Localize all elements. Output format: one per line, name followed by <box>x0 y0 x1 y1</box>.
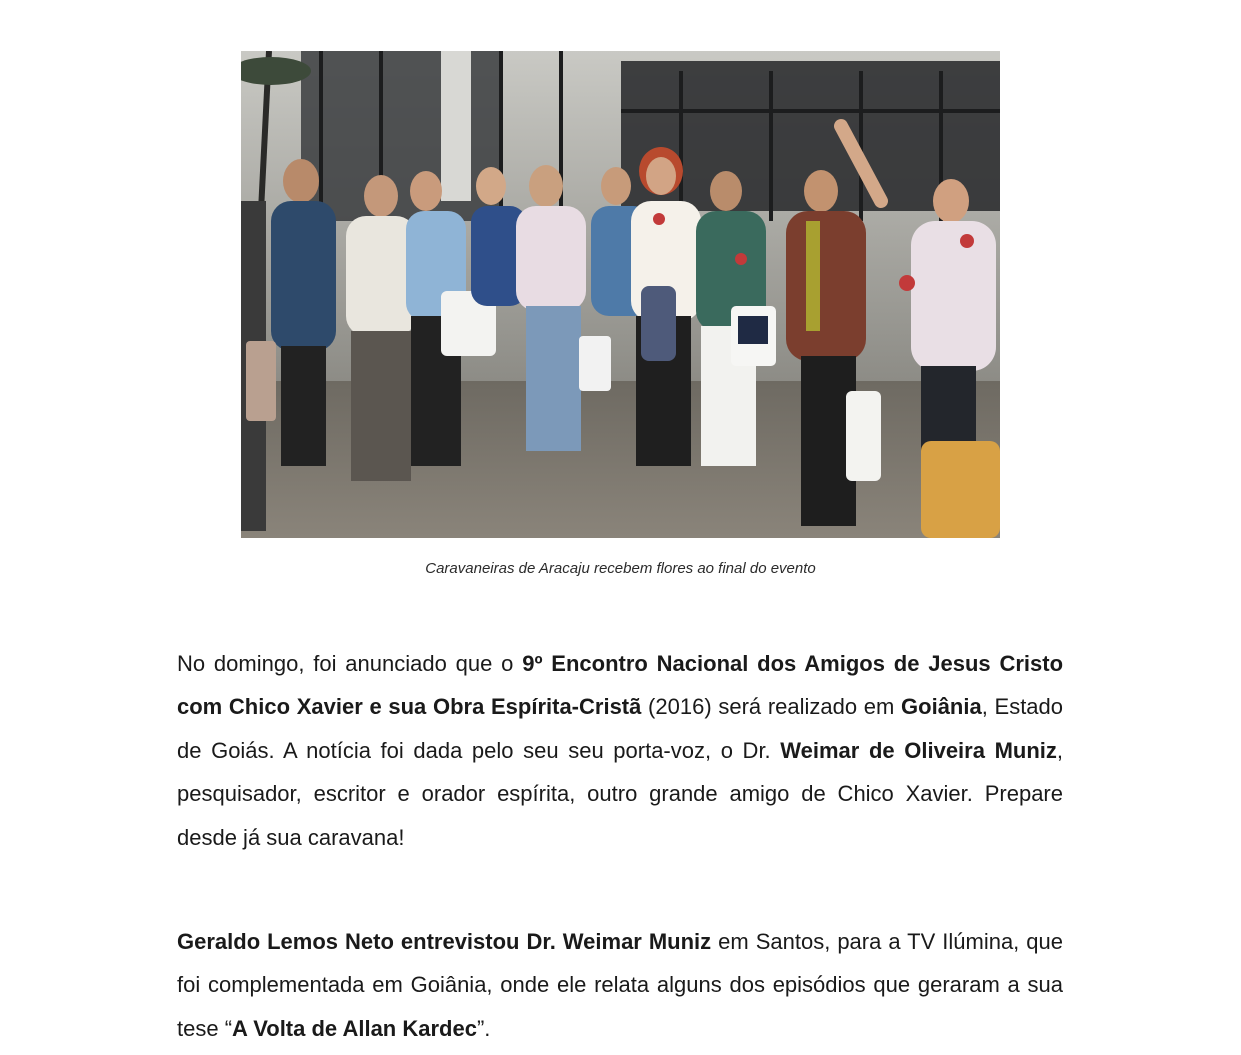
paragraph-interview <box>177 920 1063 1050</box>
paragraph-announcement <box>177 642 1063 859</box>
city-name: Goiânia <box>901 694 982 720</box>
person-name: Weimar de Oliveira Muniz <box>780 737 1057 763</box>
photo-caption: Caravaneiras de Aracaju recebem flores ao final do evento <box>425 560 816 577</box>
event-photo <box>241 51 1000 538</box>
event-name: 9º Encontro Nacional dos Amigos de Jesus Cristo com Chico Xavier e sua Obra Espírita-Cristã <box>177 651 1064 720</box>
group-photo-image <box>241 51 1000 538</box>
text-segment: No domingo, foi anunciado que o <box>177 651 523 676</box>
thesis-title: A Volta de Allan Kardec <box>232 1015 477 1041</box>
text-segment: , pesquisador, escritor e orador espírita, outro grande amigo de Chico Xavier. Prepare desde já sua caravana! <box>177 737 1064 850</box>
text-segment: ”. <box>476 1015 491 1041</box>
text-segment: em Santos, para a TV Ilúmina, que foi complementada em Goiânia, onde ele relata alguns dos episódios que geraram a sua tese “ <box>177 929 1063 1041</box>
text-segment: , Estado de Goiás. A notícia foi dada pelo seu seu porta-voz, o Dr. <box>177 694 1064 763</box>
interview-lead: Geraldo Lemos Neto entrevistou Dr. Weimar Muniz <box>177 929 712 954</box>
text-segment: (2016) será realizado em <box>641 694 902 720</box>
